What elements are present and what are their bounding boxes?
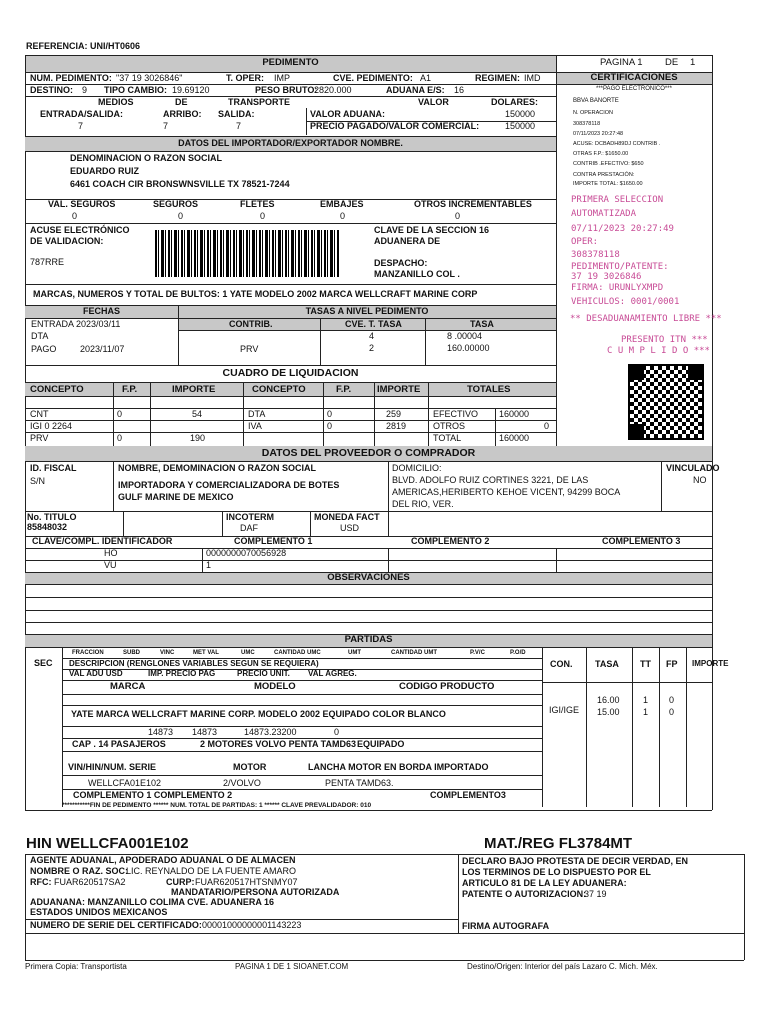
pedimento-header: PEDIMENTO bbox=[262, 57, 319, 68]
pagina-label: PAGINA 1 bbox=[600, 57, 643, 68]
cuadro-col-fp-1: F.P. bbox=[122, 384, 138, 395]
subcol-pvc: P.V/C bbox=[470, 650, 485, 656]
vinculado-label: VINCULADO bbox=[666, 463, 720, 473]
importador-name: EDUARDO RUIZ bbox=[70, 166, 139, 176]
cuadro-cell: 0 bbox=[327, 421, 333, 431]
patente-value: 37 19 bbox=[584, 889, 607, 899]
destino-value: 9 bbox=[82, 85, 88, 95]
incoterm-label: INCOTERM bbox=[226, 512, 274, 522]
cuadro-cell: 0 bbox=[544, 421, 550, 431]
clave-seccion-label: CLAVE DE LA SECCION 16 bbox=[374, 225, 490, 235]
cuadro-col-totales: TOTALES bbox=[467, 384, 511, 395]
agente-curp-value: FUAR620517HTSNMY07 bbox=[195, 877, 298, 887]
salida-label: SALIDA: bbox=[218, 109, 255, 119]
seguros-value: 0 bbox=[178, 211, 184, 221]
codigo-producto-label: CODIGO PRODUCTO bbox=[399, 681, 495, 692]
moneda-value: USD bbox=[340, 523, 360, 533]
cve-t-tasa-label: CVE. T. TASA bbox=[345, 319, 402, 329]
stamp-line: PRESENTO ITN *** bbox=[621, 335, 708, 345]
cuadro-col-fp-2: F.P. bbox=[336, 384, 352, 395]
acuse-label-2: DE VALIDACION: bbox=[30, 236, 104, 246]
pagina-total: 1 bbox=[690, 57, 696, 68]
stamp-line: VEHICULOS: 0001/0001 bbox=[571, 297, 680, 307]
tipo-cambio-value: 19.69120 bbox=[172, 85, 210, 95]
cve-t-1: 4 bbox=[369, 331, 375, 341]
complemento-1-2: COMPLEMENTO 1 COMPLEMENTO 2 bbox=[73, 790, 233, 800]
contrib-label: CONTRIB. bbox=[229, 319, 273, 329]
despacho-label: DESPACHO: bbox=[374, 258, 428, 268]
capacidad: CAP . 14 PASAJEROS bbox=[72, 739, 166, 749]
cuadro-col-importe-1: IMPORTE bbox=[172, 384, 216, 395]
footer-pagina: PAGINA 1 DE 1 SIOANET.COM bbox=[235, 962, 349, 971]
despacho-value: MANZANILLO COL . bbox=[374, 269, 460, 279]
cuadro-cell: 2819 bbox=[386, 421, 407, 431]
t-oper-label: T. OPER: bbox=[226, 73, 265, 83]
domicilio-3: DEL RIO, VER. bbox=[392, 499, 454, 509]
partida-val-adu: 14873 bbox=[148, 727, 174, 737]
subcol-vinc: VINC bbox=[160, 650, 175, 656]
agente-rfc-value: FUAR620517SA2 bbox=[54, 877, 126, 887]
no-titulo-value: 85848032 bbox=[27, 522, 68, 532]
domicilio-2: AMERICAS,HERIBERTO KEHOE VICENT, 94299 BOCA bbox=[392, 487, 621, 497]
cuadro-col-concepto-2: CONCEPTO bbox=[252, 384, 306, 395]
pago-electronico: ***PAGO ELECTRONICO*** bbox=[596, 86, 672, 92]
stamp-line: PRIMERA SELECCION bbox=[571, 195, 664, 205]
modelo-label: MODELO bbox=[254, 681, 296, 692]
valor-aduana-value: 150000 bbox=[505, 109, 536, 119]
observaciones-header: OBSERVACIONES bbox=[327, 572, 410, 583]
domicilio-label: DOMICILIO: bbox=[392, 463, 442, 473]
partida-descripcion: YATE MARCA WELLCRAFT MARINE CORP. MODELO 2002 EQUIPADO COLOR BLANCO bbox=[71, 709, 446, 719]
stamp-line: 07/11/2023 20:27:49 bbox=[571, 224, 674, 234]
agente-aduana: ADUANANA: MANZANILLO COLIMA CVE. ADUANERA 16 bbox=[30, 897, 274, 907]
num-pedimento-value: "37 19 3026846" bbox=[116, 73, 183, 83]
cuadro-col-importe-2: IMPORTE bbox=[377, 384, 421, 395]
precio-pagado-value: 150000 bbox=[505, 121, 536, 131]
partida-col-tt: TT bbox=[640, 659, 651, 669]
fecha-pago-label: PAGO bbox=[31, 344, 57, 354]
declaro-line: LOS TERMINOS DE LO DISPUESTO POR EL bbox=[462, 867, 651, 877]
declaro-line: DECLARO BAJO PROTESTA DE DECIR VERDAD, EN bbox=[462, 856, 689, 866]
no-titulo-label: No. TITULO bbox=[27, 512, 77, 522]
de-label: DE bbox=[175, 97, 188, 107]
domicilio-1: BLVD. ADOLFO RUIZ CORTINES 3221, DE LAS bbox=[392, 475, 589, 485]
stamp-line: PEDIMENTO/PATENTE: bbox=[571, 262, 669, 272]
firma-autografa: FIRMA AUTOGRAFA bbox=[462, 921, 550, 931]
mat-reg-title: MAT./REG FL3784MT bbox=[484, 835, 633, 852]
tasa-value-2: 15.00 bbox=[597, 707, 620, 717]
identificador-comp1: 0000000070056928 bbox=[206, 548, 287, 558]
arribo-label: ARRIBO: bbox=[163, 109, 202, 119]
stamp-line: OPER: bbox=[571, 237, 599, 247]
lancha-label: LANCHA MOTOR EN BORDA IMPORTADO bbox=[308, 762, 489, 772]
fecha-dta: DTA bbox=[31, 331, 49, 341]
fecha-entrada: ENTRADA 2023/03/11 bbox=[31, 319, 121, 329]
identificador-clave: HO bbox=[104, 548, 118, 558]
t-oper-value: IMP bbox=[274, 73, 291, 83]
fp-value-1: 0 bbox=[669, 695, 675, 705]
cert-line: N. OPERACION bbox=[573, 110, 614, 116]
precio-unit-label: PRECIO UNIT. bbox=[237, 669, 290, 678]
cuadro-header: CUADRO DE LIQUIDACION bbox=[222, 367, 359, 379]
cuadro-cell: 0 bbox=[327, 409, 333, 419]
descripcion-label: DESCRIPCION (RENGLONES VARIABLES SEGUN SE REQUIERA) bbox=[69, 659, 319, 668]
fecha-pago: 2023/11/07 bbox=[80, 344, 125, 354]
cve-pedimento-value: A1 bbox=[420, 73, 432, 83]
certificado-value: 00001000000001143223 bbox=[202, 920, 302, 930]
cert-line: 308378118 bbox=[573, 121, 601, 127]
cuadro-cell: 190 bbox=[190, 433, 206, 443]
qr-code bbox=[628, 364, 704, 440]
val-agreg-label: VAL AGREG. bbox=[308, 669, 357, 678]
patente-label: PATENTE O AUTORIZACION: bbox=[462, 889, 587, 899]
cuadro-cell: IVA bbox=[248, 421, 262, 431]
stamp-line: AUTOMATIZADA bbox=[571, 209, 637, 219]
tasa-label: TASA bbox=[470, 319, 494, 329]
cuadro-cell: 160000 bbox=[499, 409, 530, 419]
equipado-desc: EQUIPADO bbox=[357, 739, 405, 749]
vin-value: WELLCFA01E102 bbox=[88, 778, 162, 788]
precio-pagado-label: PRECIO PAGADO/VALOR COMERCIAL: bbox=[310, 121, 480, 131]
tt-value-1: 1 bbox=[643, 695, 649, 705]
cuadro-cell: EFECTIVO bbox=[433, 409, 479, 419]
motores-desc: 2 MOTORES VOLVO PENTA TAMD63 bbox=[200, 739, 357, 749]
cuadro-cell: PRV bbox=[30, 433, 49, 443]
id-fiscal-label: ID. FISCAL bbox=[30, 463, 77, 473]
tasa-contrib-prv: PRV bbox=[240, 344, 259, 354]
peso-bruto-label: PESO BRUTO: bbox=[255, 85, 318, 95]
val-seguros-label: VAL. SEGUROS bbox=[48, 199, 116, 209]
identificador-comp1: 1 bbox=[206, 560, 212, 570]
cuadro-cell: 259 bbox=[386, 409, 402, 419]
sec-label: SEC bbox=[34, 658, 53, 668]
otros-incrementables-value: 0 bbox=[455, 211, 461, 221]
agente-nombre-label: NOMBRE O RAZ. SOC: bbox=[30, 866, 128, 876]
salida-value: 7 bbox=[236, 121, 242, 131]
identificador-col-4: COMPLEMENTO 3 bbox=[602, 536, 681, 546]
igi-ige-value: IGI/IGE bbox=[549, 705, 580, 715]
partidas-header: PARTIDAS bbox=[344, 634, 393, 645]
partida-imp-precio: 14873 bbox=[192, 727, 218, 737]
cuadro-cell: DTA bbox=[248, 409, 266, 419]
partida-col-con: CON. bbox=[550, 659, 573, 669]
barcode-image bbox=[155, 230, 339, 277]
cuadro-cell: 0 bbox=[117, 433, 123, 443]
cuadro-cell: 0 bbox=[117, 409, 123, 419]
subcol-met-val: MET VAL bbox=[193, 650, 219, 656]
identificador-col-2: COMPLEMENTO 1 bbox=[234, 536, 313, 546]
partida-precio-unit: 14873.23200 bbox=[244, 727, 297, 737]
embajes-value: 0 bbox=[340, 211, 346, 221]
fletes-label: FLETES bbox=[240, 199, 275, 209]
cert-line: 07/11/2023 20:27:48 bbox=[573, 131, 624, 137]
importador-address: 6461 COACH CIR BRONSWNSVILLE TX 78521-7244 bbox=[70, 179, 290, 189]
cuadro-cell: TOTAL bbox=[433, 433, 462, 443]
tasa-value-1: 16.00 bbox=[597, 695, 620, 705]
incoterm-value: DAF bbox=[240, 523, 258, 533]
acuse-value: 787RRE bbox=[30, 257, 65, 267]
hin-title: HIN WELLCFA001E102 bbox=[26, 835, 189, 852]
cuadro-cell: 54 bbox=[192, 409, 203, 419]
marcas-bultos: MARCAS, NUMEROS Y TOTAL DE BULTOS: 1 YATE MODELO 2002 MARCA WELLCRAFT MARINE CORP bbox=[33, 289, 478, 299]
cuadro-cell: 160000 bbox=[499, 433, 530, 443]
cert-line: CONTRA PRESTACIÓN: bbox=[573, 172, 635, 178]
identificador-col-1: CLAVE/COMPL. IDENTIFICADOR bbox=[32, 536, 173, 546]
proveedor-header: DATOS DEL PROVEEDOR O COMPRADOR bbox=[261, 447, 476, 459]
destino-label: DESTINO: bbox=[30, 85, 74, 95]
tipo-cambio-label: TIPO CAMBIO: bbox=[104, 85, 167, 95]
agente-title: AGENTE ADUANAL, APODERADO ADUANAL O DE ALMACEN bbox=[30, 855, 296, 865]
nombre-proveedor-label: NOMBRE, DEMOMINACION O RAZON SOCIAL bbox=[118, 463, 316, 473]
denominacion-label: DENOMINACION O RAZON SOCIAL bbox=[70, 153, 222, 163]
imp-precio-label: IMP. PRECIO PAG bbox=[148, 669, 216, 678]
pagina-de: DE bbox=[665, 57, 679, 68]
nombre-proveedor-2: GULF MARINE DE MEXICO bbox=[118, 492, 234, 502]
aduanera-de-label: ADUANERA DE bbox=[374, 236, 441, 246]
cuadro-cell: OTROS bbox=[433, 421, 466, 431]
seguros-label: SEGUROS bbox=[153, 199, 199, 209]
num-pedimento-label: NUM. PEDIMENTO: bbox=[30, 73, 112, 83]
subcol-pod: P.O/D bbox=[510, 650, 526, 656]
partida-val-agreg: 0 bbox=[334, 727, 340, 737]
subcol-cantidad-umc: CANTIDAD UMC bbox=[274, 650, 321, 656]
stamp-line: 37 19 3026846 bbox=[571, 272, 642, 282]
fechas-header: FECHAS bbox=[82, 306, 120, 316]
cert-line: BBVA BANORTE bbox=[573, 98, 619, 104]
footer-destino: Destino/Origen: Interior del país Lazaro C. Mich. Méx. bbox=[467, 962, 658, 971]
medios-label: MEDIOS bbox=[98, 97, 134, 107]
identificador-clave: VU bbox=[104, 560, 117, 570]
fletes-value: 0 bbox=[260, 211, 266, 221]
cuadro-cell: CNT bbox=[30, 409, 49, 419]
fp-value-2: 0 bbox=[669, 707, 675, 717]
referencia: REFERENCIA: UNI/HT0606 bbox=[26, 41, 141, 51]
stamp-line: C U M P L I D O *** bbox=[607, 346, 710, 356]
fin-pedimento: ***********FIN DE PEDIMENTO ****** NUM. TOTAL DE PARTIDAS: 1 ****** CLAVE PREVALIDADOR: 010 bbox=[62, 802, 372, 809]
cert-line: OTRAS F.P.: $1650.00 bbox=[573, 151, 629, 157]
val-adu-label: VAL ADU USD bbox=[69, 669, 123, 678]
tasas-header: TASAS A NIVEL PEDIMENTO bbox=[305, 306, 429, 316]
regimen-value: IMD bbox=[524, 73, 541, 83]
tt-value-2: 1 bbox=[643, 707, 649, 717]
complemento-3: COMPLEMENTO3 bbox=[430, 790, 506, 800]
declaro-line: ARTICULO 81 DE LA LEY ADUANERA: bbox=[462, 878, 627, 888]
peso-bruto-value: 2820.000 bbox=[314, 85, 352, 95]
identificador-col-3: COMPLEMENTO 2 bbox=[411, 536, 490, 546]
vin-label: VIN/HIN/NUM. SERIE bbox=[68, 762, 157, 772]
subcol-cantidad-umt: CANTIDAD UMT bbox=[391, 650, 437, 656]
valor-aduana-label: VALOR ADUANA: bbox=[310, 109, 385, 119]
embajes-label: EMBAJES bbox=[320, 199, 364, 209]
subcol-fraccion: FRACCION bbox=[72, 650, 104, 656]
cert-line: IMPORTE TOTAL: $1650.00 bbox=[573, 181, 643, 187]
id-fiscal-value: S/N bbox=[30, 476, 46, 486]
mandatario-label: MANDATARIO/PERSONA AUTORIZADA bbox=[171, 887, 340, 897]
nombre-proveedor-1: IMPORTADORA Y COMERCIALIZADORA DE BOTES bbox=[118, 480, 340, 490]
footer-copia: Primera Copia: Transportista bbox=[25, 962, 127, 971]
entrada-salida-value: 7 bbox=[78, 121, 84, 131]
importador-header: DATOS DEL IMPORTADOR/EXPORTADOR NOMBRE. bbox=[178, 138, 403, 148]
marca-label: MARCA bbox=[110, 681, 146, 692]
lancha-value: PENTA TAMD63. bbox=[325, 778, 394, 788]
moneda-label: MONEDA FACT bbox=[314, 512, 380, 522]
acuse-label-1: ACUSE ELECTRÓNICO bbox=[30, 225, 130, 235]
partida-col-importe: IMPORTE bbox=[692, 659, 729, 668]
otros-incrementables-label: OTROS INCREMENTABLES bbox=[414, 199, 532, 209]
agente-curp-label: CURP: bbox=[166, 877, 195, 887]
arribo-value: 7 bbox=[163, 121, 169, 131]
cuadro-col-concepto-1: CONCEPTO bbox=[30, 384, 84, 395]
val-seguros-value: 0 bbox=[72, 211, 78, 221]
vinculado-value: NO bbox=[693, 475, 707, 485]
cve-pedimento-label: CVE. PEDIMENTO: bbox=[333, 73, 413, 83]
cuadro-cell: IGI 0 2264 bbox=[30, 421, 73, 431]
valor-label: VALOR bbox=[418, 97, 449, 107]
cert-line: CONTRIB .EFECTIVO: $650 bbox=[573, 161, 644, 167]
stamp-line: 308378118 bbox=[571, 250, 620, 260]
cert-line: ACUSE: DCBADH89DJ CONTRIB . bbox=[573, 141, 661, 147]
partida-col-tasa: TASA bbox=[595, 659, 619, 669]
cve-t-2: 2 bbox=[369, 343, 375, 353]
transporte-label: TRANSPORTE bbox=[228, 97, 291, 107]
tasa-1: 8 .00004 bbox=[447, 331, 483, 341]
motor-label: MOTOR bbox=[233, 762, 267, 772]
certificaciones-header: CERTIFICACIONES bbox=[590, 72, 678, 83]
agente-pais: ESTADOS UNIDOS MEXICANOS bbox=[30, 907, 168, 917]
tasa-2: 160.00000 bbox=[447, 343, 490, 353]
stamp-line: FIRMA: URUNLYXMPD bbox=[571, 283, 664, 293]
motor-value: 2/VOLVO bbox=[223, 778, 261, 788]
dolares-label: DOLARES: bbox=[491, 97, 538, 107]
aduana-es-value: 16 bbox=[454, 85, 465, 95]
agente-nombre-value: LIC. REYNALDO DE LA FUENTE AMARO bbox=[126, 866, 297, 876]
certificado-label: NUMERO DE SERIE DEL CERTIFICADO: bbox=[30, 920, 202, 930]
partida-col-fp: FP bbox=[666, 659, 678, 669]
regimen-label: REGIMEN: bbox=[475, 73, 520, 83]
subcol-umc: UMC bbox=[241, 650, 255, 656]
subcol-subd: SUBD bbox=[123, 650, 141, 656]
agente-rfc-label: RFC: bbox=[30, 877, 52, 887]
stamp-line: ** DESADUANAMIENTO LIBRE *** bbox=[570, 314, 722, 324]
subcol-umt: UMT bbox=[348, 650, 361, 656]
entrada-salida-label: ENTRADA/SALIDA: bbox=[40, 109, 123, 119]
aduana-es-label: ADUANA E/S: bbox=[386, 85, 445, 95]
